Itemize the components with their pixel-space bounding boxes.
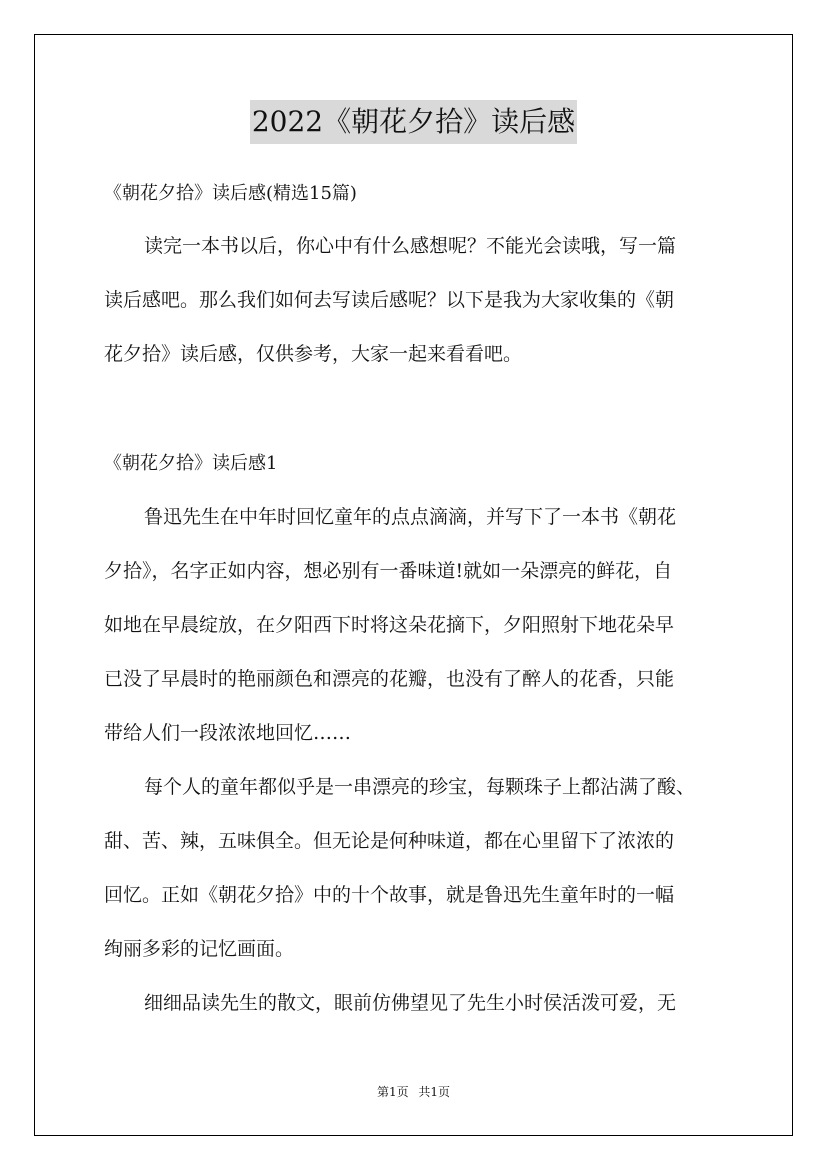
page-number-current: 第1页 bbox=[376, 1085, 409, 1099]
paragraph1-line-3: 如地在早晨绽放，在夕阳西下时将这朵花摘下，夕阳照射下地花朵早 bbox=[104, 614, 675, 636]
paragraph2-line-2: 甜、苦、辣，五味俱全。但无论是何种味道，都在心里留下了浓浓的 bbox=[104, 830, 675, 852]
paragraph1-line-1: 鲁迅先生在中年时回忆童年的点点滴滴，并写下了一本书《朝花 bbox=[144, 506, 677, 528]
document-subtitle: 《朝花夕拾》读后感(精选15篇) bbox=[104, 183, 357, 204]
intro-line-2: 读后感吧。那么我们如何去写读后感呢？以下是我为大家收集的《朝 bbox=[104, 289, 675, 311]
document-title bbox=[0, 100, 827, 144]
page-footer bbox=[0, 1082, 827, 1102]
paragraph2-line-3: 回忆。正如《朝花夕拾》中的十个故事，就是鲁迅先生童年时的一幅 bbox=[104, 884, 675, 906]
paragraph1-line-4: 已没了早晨时的艳丽颜色和漂亮的花瓣，也没有了醉人的花香，只能 bbox=[104, 668, 675, 690]
paragraph2-line-4: 绚丽多彩的记忆画面。 bbox=[104, 938, 295, 960]
section-heading: 《朝花夕拾》读后感1 bbox=[104, 453, 278, 474]
paragraph3-line-1: 细细品读先生的散文，眼前仿佛望见了先生小时侯活泼可爱，无 bbox=[144, 992, 677, 1014]
paragraph1-line-5: 带给人们一段浓浓地回忆…… bbox=[104, 722, 352, 744]
document-title-text: 2022《朝花夕拾》读后感 bbox=[250, 100, 577, 144]
paragraph1-line-2: 夕拾》，名字正如内容，想必别有一番味道!就如一朵漂亮的鲜花，自 bbox=[104, 560, 673, 582]
page-number-total: 共1页 bbox=[418, 1085, 451, 1099]
intro-line-3: 花夕拾》读后感，仅供参考，大家一起来看看吧。 bbox=[104, 343, 523, 365]
paragraph2-line-1: 每个人的童年都似乎是一串漂亮的珍宝，每颗珠子上都沾满了酸、 bbox=[144, 776, 696, 798]
intro-line-1: 读完一本书以后，你心中有什么感想呢？不能光会读哦，写一篇 bbox=[144, 235, 677, 257]
